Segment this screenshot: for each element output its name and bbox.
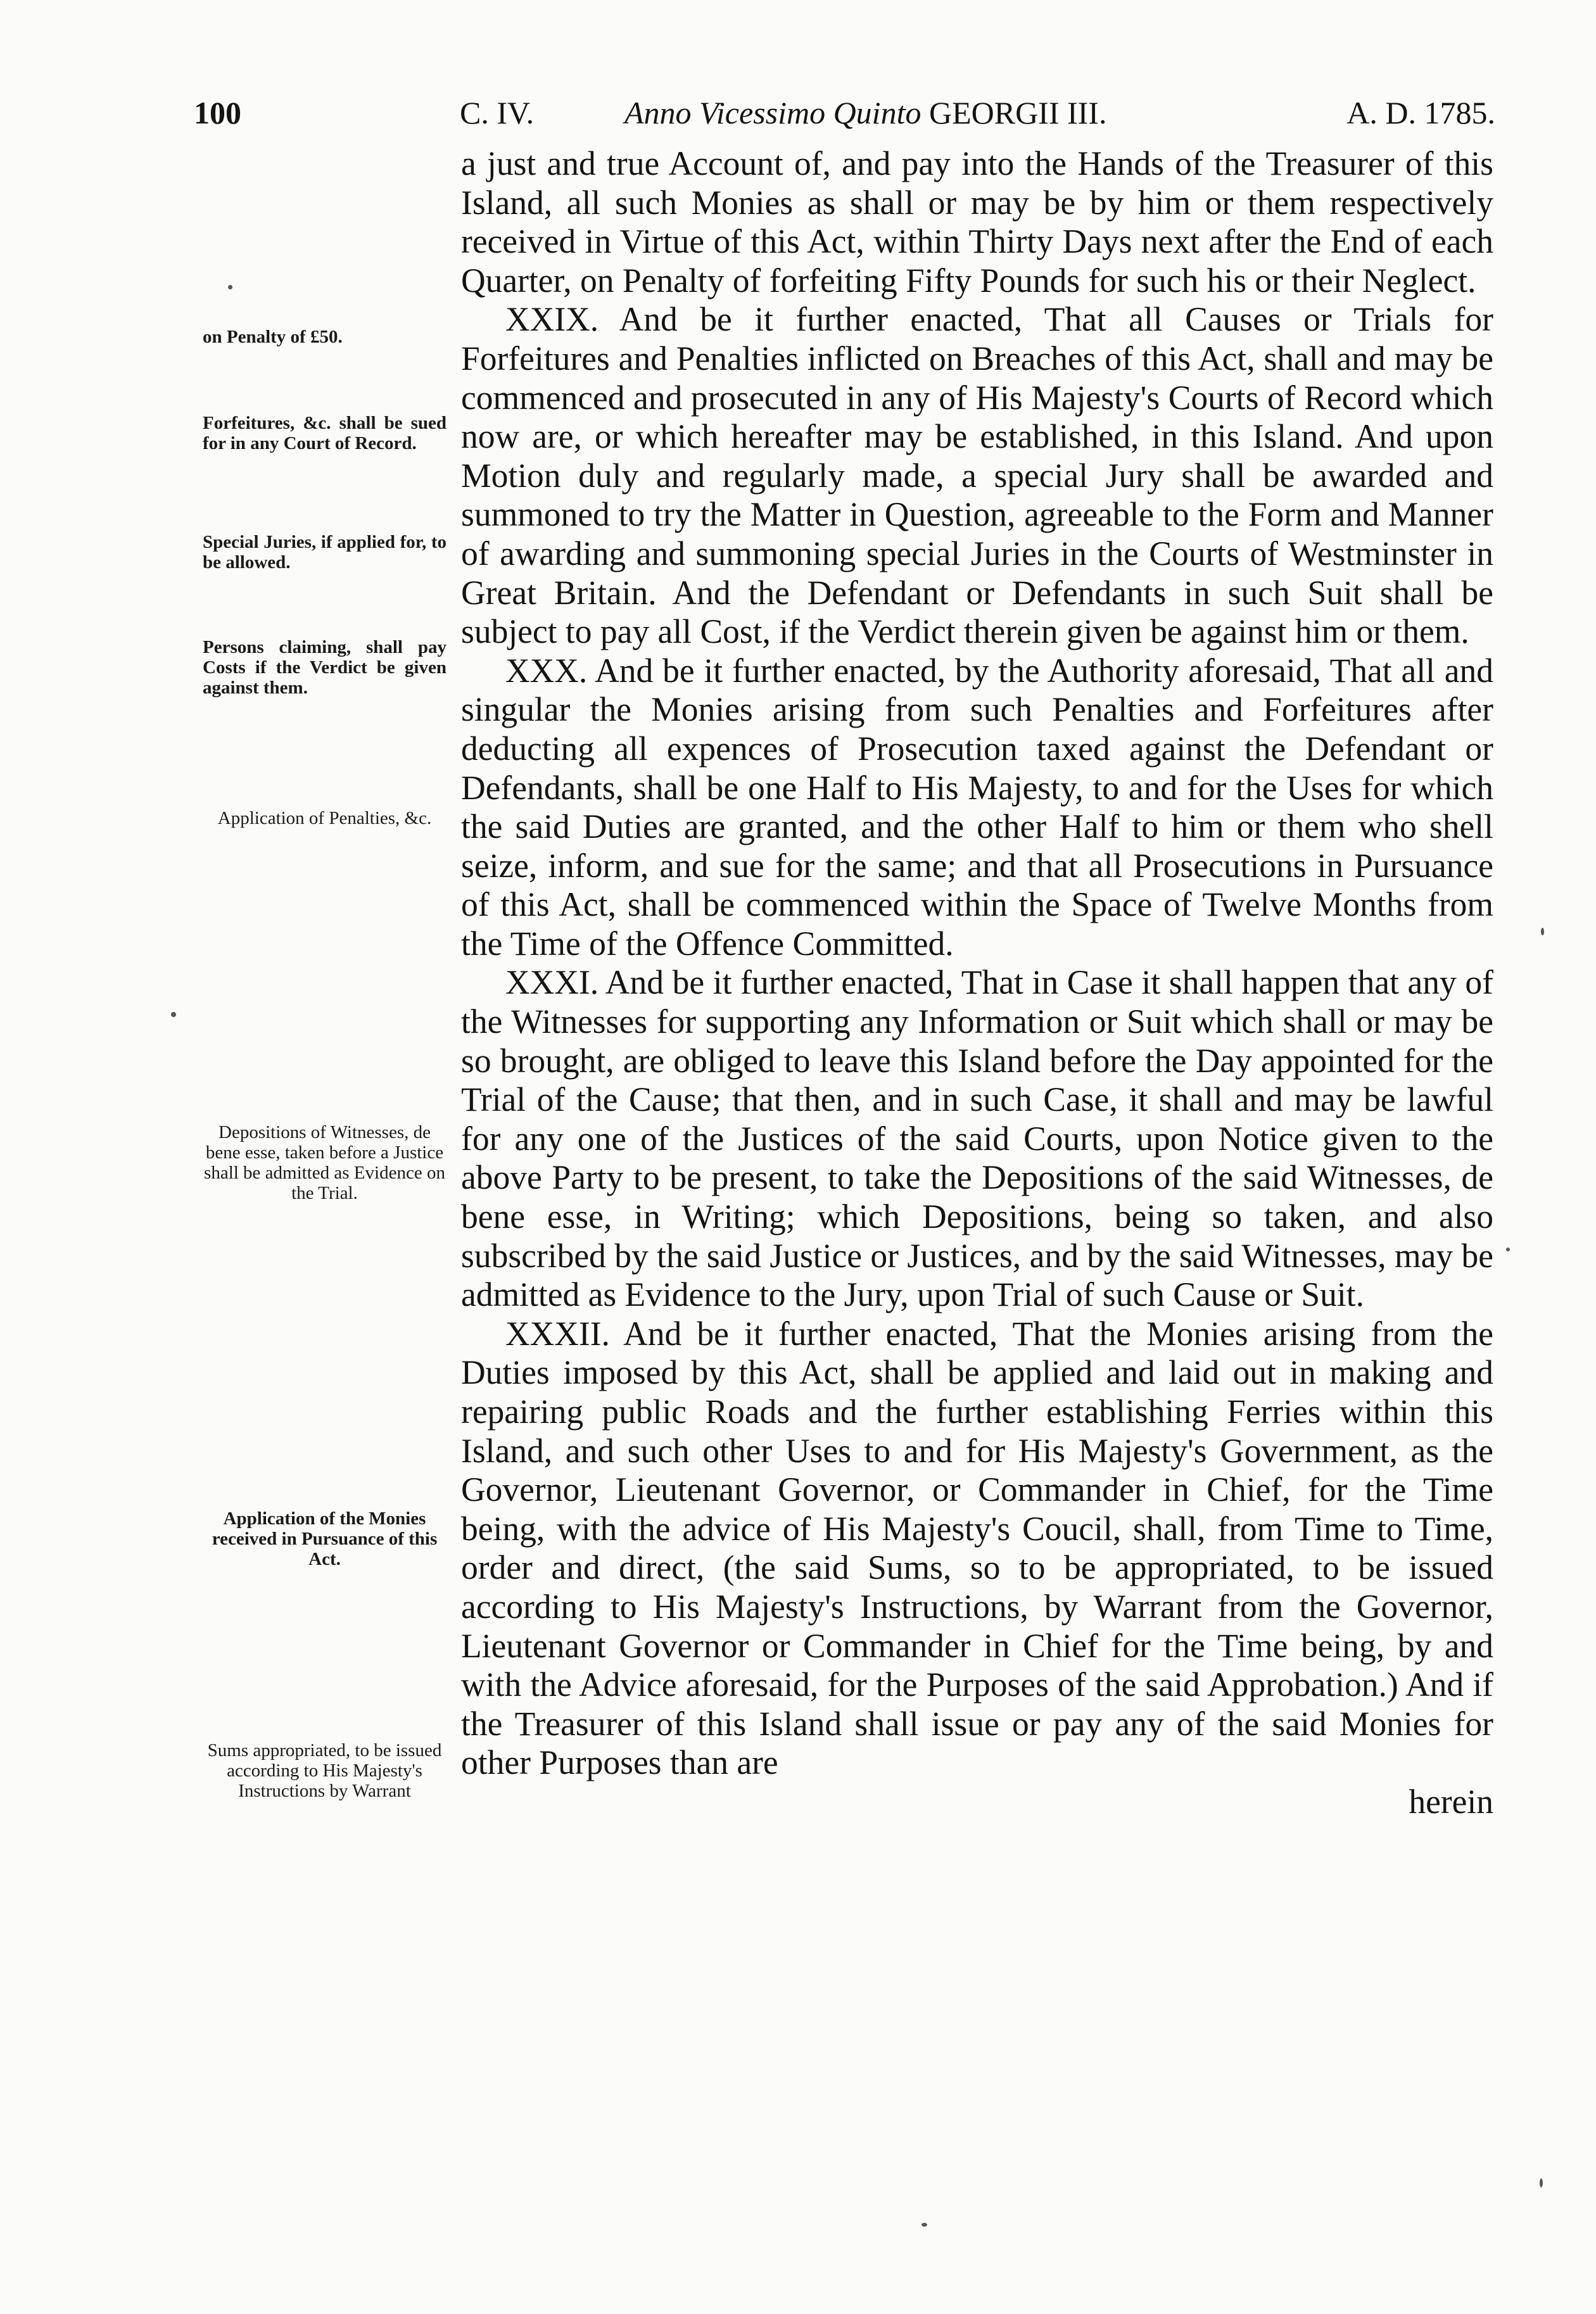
- page-number: 100: [194, 95, 241, 130]
- margin-note-sums-appropriated: Sums appropriated, to be issued according to His Majesty's Instructions by Warrant: [207, 1740, 442, 1801]
- margin-note-persons-claiming: Persons claiming, shall pay Costs if the Verdict be given against them.: [203, 637, 446, 698]
- margin-note-forfeitures: Forfeitures, &c. shall be sued for in any Court of Record.: [203, 413, 446, 453]
- margin-note-application-monies: Application of the Monies received in Pursuance of this Act.: [212, 1508, 438, 1569]
- act-title: [624, 87, 1106, 138]
- catchword: herein: [1409, 1782, 1493, 1821]
- running-head: [194, 87, 1495, 138]
- act-title-italic: Anno Vicessimo Quinto: [624, 95, 922, 130]
- chapter-number: C. IV.: [460, 95, 535, 130]
- margin-note-penalty: on Penalty of £50.: [203, 327, 343, 347]
- margin-note-application-penalties: Application of Penalties, &c.: [217, 808, 432, 828]
- section-xxx: XXX. And be it further enacted, by the Authority aforesaid, That all and singular the Monies arising from such Penalties and Forfeitures after deducting all expences of Prosecution taxed against the Defendant or Defendants, shall be one Half to His Majesty, to and for the Uses for which the said Duties are granted, and the other Half to him or them who shell seize, inform, and sue for the same; and that all Prosecutions in Pursuance of this Act, shall be commenced within the Space of Twelve Months from the Time of the Offence Committed.: [461, 651, 1493, 963]
- margin-note-depositions: Depositions of Witnesses, de bene esse, taken before a Justice shall be admitted as Evidence on the Trial.: [204, 1122, 445, 1203]
- main-text: [461, 144, 1493, 1822]
- margin-note-special-juries: Special Juries, if applied for, to be allowed.: [203, 532, 446, 572]
- year: A. D. 1785.: [1346, 95, 1495, 130]
- act-title-roman: GEORGII III.: [921, 95, 1107, 130]
- paragraph-1: a just and true Account of, and pay into the Hands of the Treasurer of this Island, all such Monies as shall or may be by him or them respectively received in Virtue of this Act, within Thirty Days next after the End of each Quarter, on Penalty of forfeiting Fifty Pounds for such his or their Neglect.: [461, 144, 1493, 300]
- section-xxxi: XXXI. And be it further enacted, That in Case it shall happen that any of the Witnesses for supporting any Information or Suit which shall or may be so brought, are obliged to leave this Island before the Day appointed for the Trial of the Cause; that then, and in such Case, it shall and may be lawful for any one of the Justices of the said Courts, upon Notice given to the above Party to be present, to take the Depositions of the said Witnesses, de bene esse, in Writing; which Depositions, being so taken, and also subscribed by the said Justice or Justices, and by the said Witnesses, may be admitted as Evidence to the Jury, upon Trial of such Cause or Suit.: [461, 963, 1493, 1314]
- section-xxxii: XXXII. And be it further enacted, That the Monies arising from the Duties imposed by this Act, shall be applied and laid out in making and repairing public Roads and the further establishing Ferries within this Island, and such other Uses to and for His Majesty's Government, as the Governor, Lieutenant Governor, or Commander in Chief, for the Time being, with the advice of His Majesty's Coucil, shall, from Time to Time, order and direct, (the said Sums, so to be appropriated, to be issued according to His Majesty's Instructions, by Warrant from the Governor, Lieutenant Governor or Commander in Chief for the Time being, by and with the Advice aforesaid, for the Purposes of the said Approbation.) And if the Treasurer of this Island shall issue or pay any of the said Monies for other Purposes than are: [461, 1314, 1493, 1782]
- section-xxix: XXIX. And be it further enacted, That all Causes or Trials for Forfeitures and Penalties inflicted on Breaches of this Act, shall and may be commenced and prosecuted in any of His Majesty's Courts of Record which now are, or which hereafter may be established, in this Island. And upon Motion duly and regularly made, a special Jury shall be awarded and summoned to try the Matter in Question, agreeable to the Form and Manner of awarding and summoning special Juries in the Courts of Westminster in Great Britain. And the Defendant or Defendants in such Suit shall be subject to pay all Cost, if the Verdict therein given be against him or them.: [461, 300, 1493, 651]
